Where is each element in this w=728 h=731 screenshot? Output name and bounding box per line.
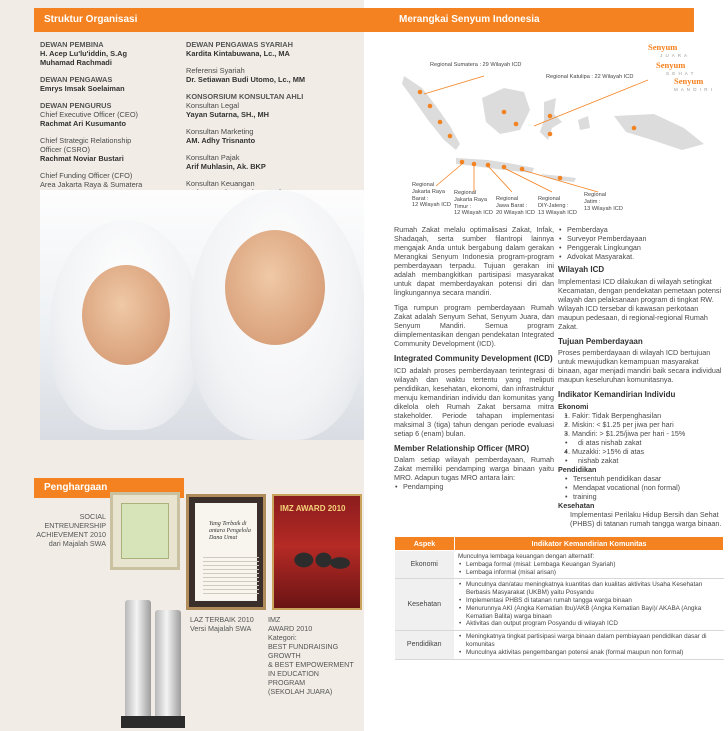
map-marker	[472, 162, 477, 167]
map-label-line: DIY-Jateng :	[538, 202, 569, 209]
org-role: Chief Funding Officer (CFO)	[40, 171, 133, 180]
indicator-intro: Munculnya lembaga keuangan dengan alternatif:	[458, 553, 595, 560]
section-header-struktur: Struktur Organisasi	[34, 8, 364, 32]
table-cell-indicator	[455, 551, 724, 579]
logo-senyum-mandiri: Senyum	[674, 76, 704, 86]
table-cell-aspect: Ekonomi	[395, 551, 455, 579]
indikator-heading: Indikator Kemandirian Individu	[558, 390, 676, 399]
tujuan-paragraph: Proses pemberdayaan di wilayah ICD bertujuan untuk mewujudkan kemampuan masyarakat binaan, agar menjadi mandiri baik secara individual maupun keseluruhan komunitasnya.	[558, 348, 722, 384]
map-label-line: Jawa Barat :	[496, 202, 528, 209]
icd-heading: Integrated Community Development (ICD)	[394, 354, 553, 363]
org-name: Arif Muhlasin, Ak. BKP	[186, 162, 266, 171]
list-item: • Pemberdaya	[558, 225, 724, 234]
table-row	[395, 551, 724, 579]
mro-paragraph: Dalam setiap wilayah pemberdayaan, Rumah Zakat memiliki pendamping warga binaan yaitu MRO. Adapun tugas MRO antara lain:	[394, 455, 554, 482]
frame-inner	[195, 503, 257, 601]
pendidikan-label: Pendidikan	[558, 464, 597, 474]
list-item: • nishab zakat	[564, 456, 724, 465]
mro-heading: Member Relationship Officer (MRO)	[394, 443, 530, 453]
wilayah-paragraph: Implementasi ICD dilakukan di wilayah setingkat Kecamatan, dengan pendekatan pemetaan potensi wilayah dan pelaksanaan program di tingkat RW. Wilayah ICD tersebar di kawasan perkotaan maupun pedesaan, di regional-regional Rumah Zakat.	[558, 276, 722, 331]
maluku-island	[578, 116, 590, 130]
award-text: & BEST EMPOWERMENT	[268, 660, 354, 669]
map-marker	[520, 167, 525, 172]
org-role: Referensi Syariah	[186, 66, 245, 75]
imz-award-poster	[272, 494, 362, 610]
org-role: Area Jakarta Raya & Sumatera	[40, 180, 143, 189]
indikator-table	[394, 536, 724, 660]
award-text: (SEKOLAH JUARA)	[268, 687, 333, 696]
award-text: PROGRAM	[268, 678, 306, 687]
sumatera-island	[402, 76, 460, 150]
indicator-item: • Meningkatnya tingkat partisipasi warga binaan dalam pembiayaan pendidikan dasar di komunitas	[458, 633, 721, 649]
face-right	[225, 230, 325, 345]
trophy-left	[125, 600, 151, 720]
pendidikan-list	[558, 474, 724, 501]
org-name: Emrys Imsak Soelaiman	[40, 84, 125, 93]
indicator-item: • Munculnya dan/atau meningkatnya kuantitas dan kualitas aktivitas Usaha Kesehatan Berbasis Masyarakat (UKBM) yaitu Posyandu	[458, 581, 721, 597]
leader-line	[424, 76, 484, 94]
table-row	[395, 631, 724, 659]
award-caption-imz	[268, 615, 354, 696]
indonesia-map	[364, 36, 728, 221]
award-caption-social	[30, 512, 106, 548]
logo-senyum-sehat: Senyum	[656, 60, 686, 70]
face-left	[82, 265, 170, 365]
table-cell-aspect: Kesehatan	[395, 579, 455, 631]
map-label-line: 12 Wilayah ICD	[454, 210, 493, 217]
map-marker	[502, 165, 507, 170]
papua-island	[614, 114, 704, 150]
list-item: • Surveyor Pemberdayaan	[558, 234, 724, 243]
table-cell-aspect: Pendidikan	[395, 631, 455, 659]
org-name: Rachmat Noviar Bustari	[40, 154, 124, 163]
map-marker	[460, 160, 465, 165]
indicator-item: • Lembaga formal (misal: Lembaga Keuangan Syariah)	[458, 561, 721, 569]
list-item: • Mendapat vocational (non formal)	[564, 483, 724, 492]
map-marker	[418, 90, 423, 95]
map-label-line: Timur :	[454, 203, 472, 210]
map-marker	[632, 126, 637, 131]
map-marker	[438, 120, 443, 125]
table-header-row	[395, 537, 724, 551]
indicator-item: • Menurunnya AKI (Angka Kematian Ibu)/AKB (Angka Kematian Bayi)/ AKABA (Angka Kematian Balita) warga binaan	[458, 605, 721, 621]
list-item: • training	[564, 492, 724, 501]
map-label-line: Barat :	[412, 195, 429, 202]
kesehatan-label: Kesehatan	[558, 500, 595, 510]
indicator-item: • Munculnya aktivitas pengembangan potensi anak (formal maupun non formal)	[458, 649, 721, 657]
map-label-line: Jatim :	[584, 198, 601, 205]
list-item: • Pendamping	[394, 482, 554, 491]
intro-paragraph: Tiga rumpun program pemberdayaan Rumah Zakat adalah Senyum Sehat, Senyum Juara, dan Senyum Mandiri. Semua program diimplementasikan dengan pendekatan Integrated Community Development (ICD).	[394, 303, 554, 348]
list-item: • di atas nishab zakat	[564, 438, 724, 447]
list-item: • 2. Miskin: < $1.25 per jiwa per hari	[564, 420, 724, 429]
map-label-line: 13 Wilayah ICD	[538, 209, 577, 216]
map-marker	[514, 122, 519, 127]
award-plaque	[110, 492, 180, 570]
logo-sub: M A N D I R I	[674, 87, 714, 92]
org-role: Chief Strategic Relationship	[40, 136, 132, 145]
org-title: KONSORSIUM KONSULTAN AHLI	[186, 92, 304, 101]
indicator-item: • Implementasi PHBS di tatanan rumah tangga warga binaan	[458, 597, 721, 605]
map-label-sumatera: Regional Sumatera : 29 Wilayah ICD	[430, 62, 522, 68]
indicator-item: • Lembaga informal (misal arisan)	[458, 569, 721, 577]
award-text: ACHIEVEMENT 2010	[36, 530, 106, 539]
list-item: • Tersentuh pendidikan dasar	[564, 474, 724, 483]
map-label-jakarta-timur	[454, 190, 493, 217]
leader-lines	[424, 76, 648, 192]
map-label-line: Jakarta Raya	[454, 196, 487, 203]
logo-senyum-juara: Senyum	[648, 42, 678, 52]
org-name: Muhamad Rachmadi	[40, 58, 112, 67]
org-name: Dr. Setiawan Budi Utomo, Lc., MM	[186, 75, 306, 84]
map-marker	[548, 114, 553, 119]
table-cell-indicator	[455, 579, 724, 631]
section-header-penghargaan: Penghargaan	[34, 478, 184, 498]
map-label-line: 12 Wilayah ICD	[412, 202, 451, 209]
map-marker	[428, 104, 433, 109]
table-row	[395, 579, 724, 631]
org-name: AM. Adhy Trisnanto	[186, 136, 256, 145]
map-label-line: 20 Wilayah ICD	[496, 209, 535, 216]
award-text: ENTREUNERSHIP	[44, 521, 106, 530]
ekonomi-label: Ekonomi	[558, 401, 589, 411]
children-photo	[40, 190, 364, 440]
map-marker	[558, 176, 563, 181]
logo-sub: S E H A T	[666, 71, 695, 76]
logo-sub: J U A R A	[660, 53, 689, 58]
leader-line	[522, 170, 598, 192]
org-role: Konsultan Marketing	[186, 127, 254, 136]
org-role: Chief Executive Officer (CEO)	[40, 110, 139, 119]
list-item: • 1. Fakir: Tidak Berpenghasilan	[564, 411, 724, 420]
org-name: Kardita Kintabuwana, Lc., MA	[186, 49, 290, 58]
ekonomi-list	[558, 411, 724, 465]
trophy-base	[151, 716, 185, 728]
table-header-aspek: Aspek	[395, 537, 455, 551]
map-label-jatim	[584, 192, 623, 212]
award-caption-laz	[190, 615, 254, 633]
award-text: GROWTH	[268, 651, 301, 660]
trophy-right	[155, 610, 181, 720]
intro-paragraph: Rumah Zakat melalu optimalisasi Zakat, Infak, Shadaqah, serta sumber filantropi lainnya mengajak Anda untuk bergabung dalam gerakan Merangkai Senyum Indonesia program-program pemberdayaan terpadu. Tujuan gerakan ini adalah membangkitkan partisipasi masyarakat untuk dapat memberdayakan potensi diri dan lingkungannya secara mandiri.	[394, 225, 554, 297]
plaque-inner	[121, 503, 169, 559]
icd-paragraph: ICD adalah proses pemberdayaan terintegrasi di wilayah dan waktu tertentu yang meliputi pendidikan, kesehatan, ekonomi, dan infrastruktur menuju kemandirian individu dan komunitas yang dikelola oleh Rumah Zakat bersama mitra stakeholder. Periode tahapan implementasi maksimal 3 (tiga) tahun dengan periode evaluasi setiap 6 (enam) bulan.	[394, 365, 554, 438]
text-column-left	[394, 225, 554, 491]
roles-list	[558, 225, 724, 261]
map-label-line: Regional	[496, 196, 519, 202]
indicator-item: • Aktivitas dan output program Posyandu di wilayah ICD	[458, 620, 721, 628]
org-title: DEWAN PENGURUS	[40, 101, 112, 110]
list-item: • 3. Mandiri: > $1.25/jiwa per hari - 15%	[564, 429, 724, 438]
map-marker	[486, 163, 491, 168]
org-role: Konsultan Keuangan	[186, 179, 255, 188]
map-label-diy	[538, 196, 577, 216]
award-text: dari Majalah SWA	[48, 539, 106, 548]
award-text: Kategori:	[268, 633, 297, 642]
award-text: Versi Majalah SWA	[190, 624, 252, 633]
org-title: DEWAN PENGAWAS SYARIAH	[186, 40, 293, 49]
map-marker	[502, 110, 507, 115]
map-label-jawa-barat	[496, 196, 535, 216]
list-item: • Advokat Masyarakat.	[558, 252, 724, 261]
org-title: DEWAN PENGAWAS	[40, 75, 113, 84]
list-item: • 4. Muzakki: >15% di atas	[564, 447, 724, 456]
kesehatan-paragraph: Implementasi Perilaku Hidup Bersih dan Sehat (PHBS) di tatanan rumah tangga warga binaan.	[570, 509, 722, 528]
map-label-jakarta-barat	[412, 182, 451, 209]
award-text: BEST FUNDRAISING	[268, 642, 339, 651]
org-name: Yayan Sutarna, SH., MH	[186, 110, 269, 119]
award-frame	[186, 494, 266, 610]
map-marker	[448, 134, 453, 139]
table-header-indikator: Indikator Kemandirian Komunitas	[455, 537, 724, 551]
award-text: LAZ TERBAIK 2010	[190, 615, 254, 624]
org-role: Konsultan Legal	[186, 101, 240, 110]
award-text: SOCIAL	[79, 512, 106, 521]
org-role: Konsultan Pajak	[186, 153, 240, 162]
section-header-merangkai: Merangkai Senyum Indonesia	[364, 8, 694, 32]
map-label-line: Regional	[454, 190, 477, 196]
map-marker	[548, 132, 553, 137]
map-label-katulipa: Regional Katulipa : 22 Wilayah ICD	[546, 74, 634, 80]
text-column-right	[558, 225, 724, 534]
tujuan-heading: Tujuan Pemberdayaan	[558, 336, 643, 346]
award-text: AWARD 2010	[268, 624, 313, 633]
award-text: IN EDUCATION	[268, 669, 319, 678]
poster-title: IMZ AWARD 2010	[280, 504, 346, 513]
org-role: Officer (CSRO)	[40, 145, 90, 154]
frame-title: Yang Terbaik di antara Pengelola Dana Umat	[209, 521, 251, 541]
map-label-line: 13 Wilayah ICD	[584, 205, 623, 212]
award-text: IMZ	[268, 615, 281, 624]
poster-people	[284, 536, 350, 596]
map-label-line: Jakarta Raya	[412, 188, 445, 195]
right-page	[364, 0, 728, 731]
mro-list	[394, 482, 554, 491]
frame-text-lines	[203, 557, 259, 597]
table-cell-indicator	[455, 631, 724, 659]
list-item: • Penggerak Lingkungan	[558, 243, 724, 252]
org-name: H. Acep Lu'lu'iddin, S.Ag	[40, 49, 127, 58]
org-title: DEWAN PEMBINA	[40, 40, 104, 49]
trophy-base	[121, 716, 155, 728]
map-label-line: Regional	[538, 196, 561, 202]
map-label-line: Regional	[584, 192, 607, 198]
islands	[402, 76, 704, 182]
wilayah-heading: Wilayah ICD	[558, 265, 605, 274]
org-name: Rachmat Ari Kusumanto	[40, 119, 126, 128]
map-label-line: Regional	[412, 182, 435, 188]
